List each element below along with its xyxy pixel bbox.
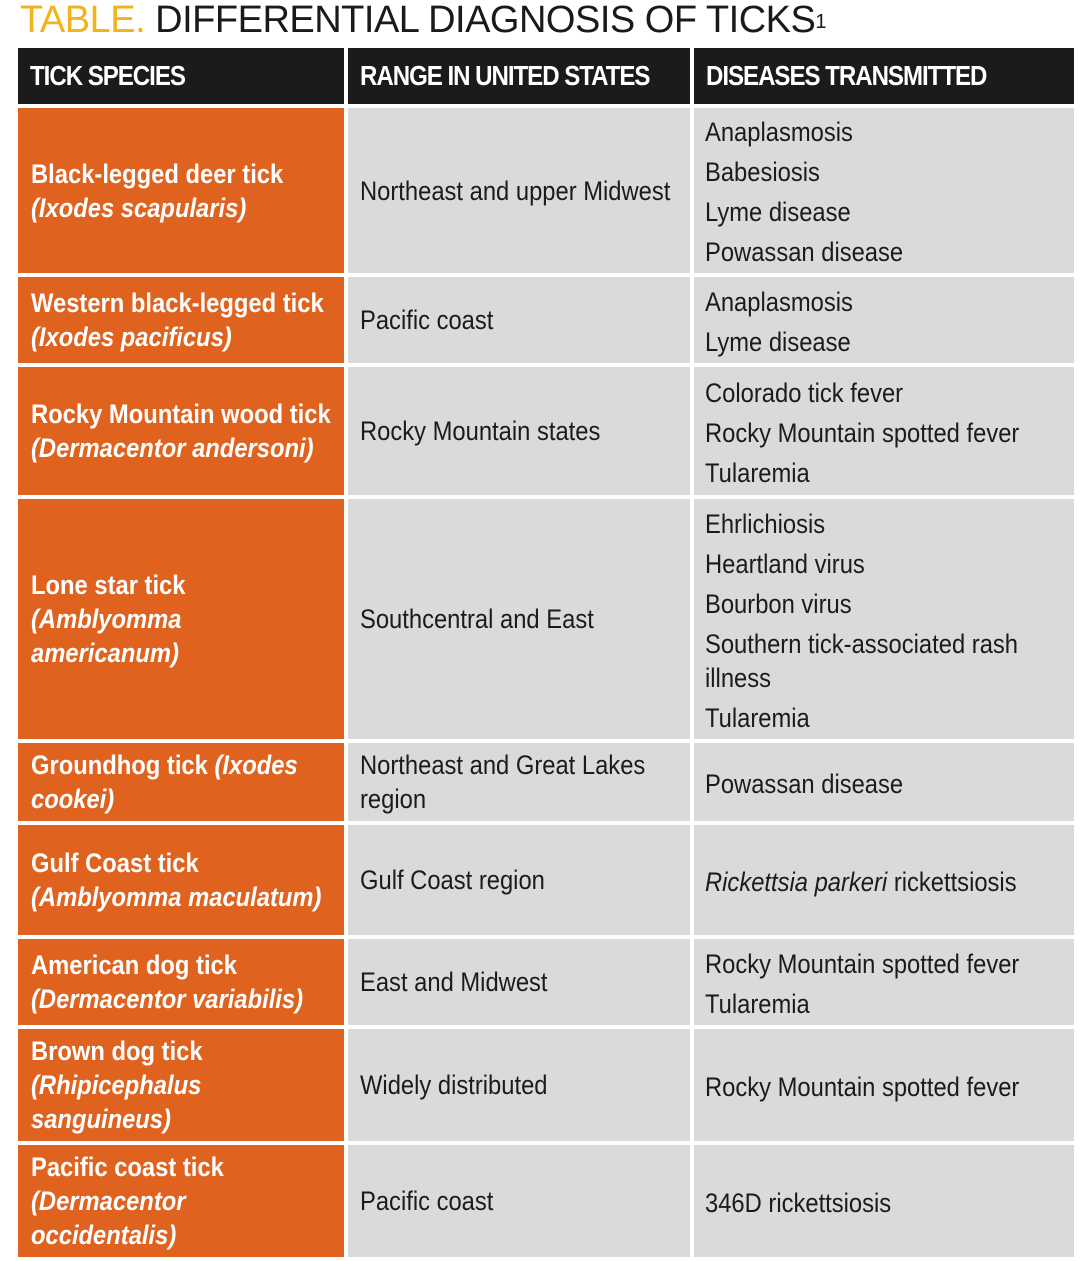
- diseases-cell: [694, 108, 1074, 273]
- disease-name: Babesiosis: [705, 157, 820, 187]
- tick-common-name: Lone star tick: [31, 570, 186, 600]
- disease-name: Powassan disease: [705, 237, 904, 267]
- tick-table: [14, 44, 1078, 1261]
- tick-species-cell: [18, 825, 344, 935]
- range-cell: [348, 825, 690, 935]
- disease-name: Anaplasmosis: [705, 117, 853, 147]
- disease-item: [705, 701, 1062, 735]
- disease-item: [705, 1070, 1062, 1104]
- header-range: RANGE IN UNITED STATES: [348, 48, 690, 104]
- disease-italic-name: Rickettsia parkeri: [705, 866, 888, 897]
- disease-name: Anaplasmosis: [705, 286, 853, 317]
- tick-species-cell: [18, 367, 344, 495]
- tick-common-name: Brown dog tick: [31, 1036, 203, 1066]
- tick-species-name: [31, 846, 332, 914]
- disease-item: [705, 767, 1062, 801]
- table-title-text: DIFFERENTIAL DIAGNOSIS OF TICKS: [145, 0, 816, 41]
- tick-common-name: Rocky Mountain wood tick: [31, 399, 331, 429]
- table-row: [18, 108, 1074, 273]
- range-text: Pacific coast: [360, 305, 494, 335]
- diseases-cell: [694, 1145, 1074, 1257]
- tick-common-name: Pacific coast tick: [31, 1152, 224, 1182]
- table-row: [18, 367, 1074, 495]
- disease-name: Southern tick-associated rash illness: [705, 628, 1019, 693]
- tick-species-name: [31, 1150, 332, 1252]
- tick-scientific-name: (Ixodes cookei): [31, 750, 298, 814]
- tick-scientific-name: (Rhipicephalus sanguineus): [31, 1070, 202, 1134]
- tick-species-name: [31, 397, 332, 465]
- tick-species-cell: [18, 1029, 344, 1141]
- range-cell: [348, 939, 690, 1025]
- disease-item: [705, 1186, 1062, 1220]
- disease-item: [705, 587, 1062, 621]
- tick-species-cell: [18, 939, 344, 1025]
- tick-common-name: American dog tick: [31, 950, 237, 980]
- table-row: [18, 499, 1074, 739]
- diseases-cell: [694, 277, 1074, 363]
- tick-species-cell: [18, 108, 344, 273]
- tick-common-name: Black-legged deer tick: [31, 158, 284, 189]
- tick-species-name: [31, 568, 332, 670]
- range-text: Northeast and Great Lakes region: [360, 750, 646, 814]
- disease-item: [705, 155, 1062, 189]
- range-text: Gulf Coast region: [360, 865, 545, 895]
- diseases-cell: [694, 939, 1074, 1025]
- table-row: [18, 825, 1074, 935]
- diseases-cell: [694, 367, 1074, 495]
- table-title-footnote: 1: [815, 11, 826, 33]
- tick-species-name: [31, 1034, 332, 1136]
- tick-common-name: Groundhog tick: [31, 750, 208, 780]
- table-title-prefix: TABLE.: [20, 0, 146, 41]
- range-text: Southcentral and East: [360, 604, 594, 634]
- range-cell: [348, 1145, 690, 1257]
- header-tick-species: TICK SPECIES: [18, 48, 344, 104]
- disease-name: Ehrlichiosis: [705, 508, 826, 539]
- tick-common-name: Gulf Coast tick: [31, 848, 199, 878]
- disease-item: [705, 416, 1062, 450]
- range-cell: [348, 743, 690, 821]
- table-row: [18, 1145, 1074, 1257]
- tick-scientific-name: (Amblyomma maculatum): [31, 882, 322, 912]
- tick-common-name: Western black-legged tick: [31, 288, 324, 318]
- disease-name: Rocky Mountain spotted fever: [705, 417, 1020, 448]
- disease-item: [705, 987, 1062, 1021]
- range-cell: [348, 108, 690, 273]
- tick-scientific-name: (Ixodes scapularis): [31, 192, 247, 223]
- range-text: Widely distributed: [360, 1070, 548, 1100]
- disease-item: [705, 456, 1062, 490]
- disease-item: [705, 285, 1062, 319]
- range-cell: [348, 499, 690, 739]
- table-row: [18, 743, 1074, 821]
- disease-name: Tularemia: [705, 988, 810, 1019]
- disease-item: [705, 865, 1062, 899]
- disease-name: Heartland virus: [705, 548, 865, 579]
- range-cell: [348, 277, 690, 363]
- disease-name: Tularemia: [705, 702, 810, 733]
- diseases-cell: [694, 825, 1074, 935]
- disease-name: Lyme disease: [705, 197, 851, 227]
- disease-item: [705, 325, 1062, 359]
- diseases-cell: [694, 743, 1074, 821]
- tick-species-cell: [18, 499, 344, 739]
- tick-scientific-name: (Amblyomma americanum): [31, 604, 182, 668]
- disease-name: rickettsiosis: [887, 866, 1017, 897]
- disease-name: Rocky Mountain spotted fever: [705, 948, 1020, 979]
- disease-name: Bourbon virus: [705, 588, 852, 619]
- table-row: [18, 1029, 1074, 1141]
- disease-item: [705, 947, 1062, 981]
- tick-scientific-name: (Ixodes pacificus): [31, 322, 232, 352]
- table-title: [20, 0, 826, 40]
- disease-item: [705, 115, 1062, 149]
- table-row: [18, 277, 1074, 363]
- tick-species-name: [31, 748, 332, 816]
- header-diseases: DISEASES TRANSMITTED: [694, 48, 1074, 104]
- tick-species-cell: [18, 277, 344, 363]
- range-text: East and Midwest: [360, 967, 548, 997]
- diseases-cell: [694, 1029, 1074, 1141]
- disease-item: [705, 507, 1062, 541]
- range-cell: [348, 367, 690, 495]
- disease-name: Powassan disease: [705, 768, 904, 799]
- tick-species-name: [31, 157, 332, 225]
- tick-species-cell: [18, 743, 344, 821]
- disease-name: Tularemia: [705, 457, 810, 488]
- disease-name: 346D rickettsiosis: [705, 1187, 892, 1218]
- table-row: [18, 939, 1074, 1025]
- disease-item: [705, 376, 1062, 410]
- range-text: Rocky Mountain states: [360, 416, 601, 446]
- table-body: [18, 108, 1074, 1257]
- disease-item: [705, 195, 1062, 229]
- disease-name: Lyme disease: [705, 326, 851, 357]
- tick-species-cell: [18, 1145, 344, 1257]
- disease-item: [705, 547, 1062, 581]
- tick-species-name: [31, 286, 332, 354]
- range-cell: [348, 1029, 690, 1141]
- tick-species-name: [31, 948, 332, 1016]
- disease-item: [705, 235, 1062, 269]
- disease-name: Colorado tick fever: [705, 377, 904, 408]
- tick-scientific-name: (Dermacentor andersoni): [31, 433, 314, 463]
- range-text: Northeast and upper Midwest: [360, 175, 671, 206]
- tick-scientific-name: (Dermacentor variabilis): [31, 984, 304, 1014]
- disease-item: [705, 627, 1062, 695]
- disease-name: Rocky Mountain spotted fever: [705, 1071, 1020, 1102]
- diseases-cell: [694, 499, 1074, 739]
- tick-scientific-name: (Dermacentor occidentalis): [31, 1186, 186, 1250]
- header-row: [18, 48, 1074, 104]
- range-text: Pacific coast: [360, 1186, 494, 1216]
